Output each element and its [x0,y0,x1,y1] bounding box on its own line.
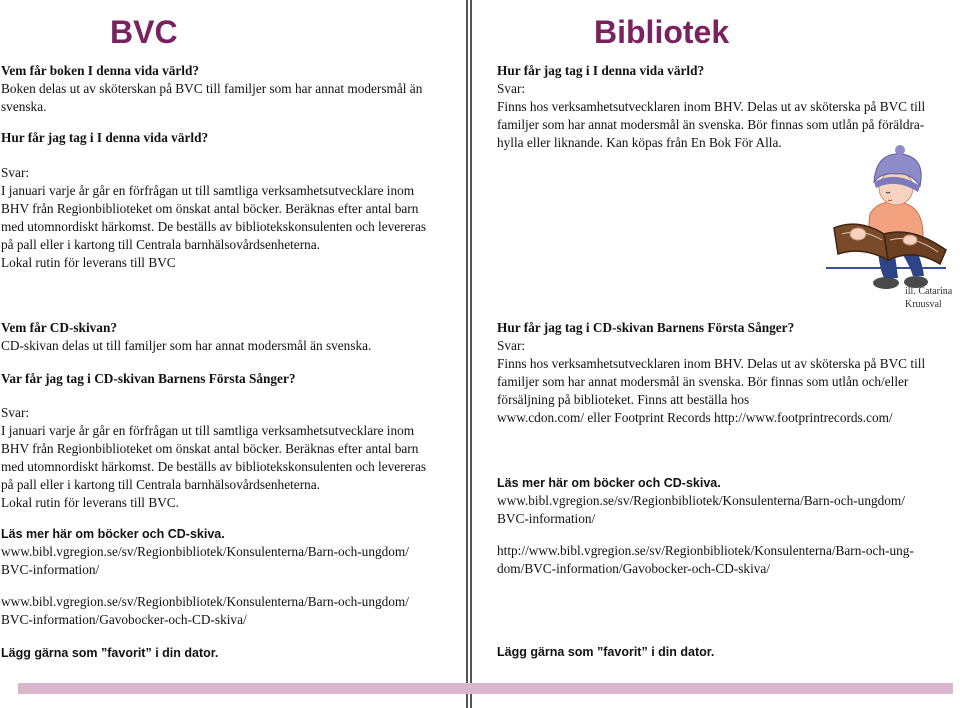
bvc-question-2: Hur får jag tag i I denna vida värld? [1,130,209,145]
column-divider-right [470,0,472,708]
bib-favorite-note: Lägg gärna som ”favorit” i din dator. [497,645,715,659]
bvc-answer-4-line: med utomnordiskt härkomst. De beställs av bibliotekskonsulenten och levereras [1,459,427,474]
bib-answer-2-line: www.cdon.com/ eller Footprint Records http://www.footprintrecords.com/ [497,410,893,425]
bib-link-2[interactable]: dom/BVC-information/Gavobocker-och-CD-skiva/ [497,561,771,576]
column-divider-left [466,0,468,708]
mouth-shape [888,200,892,201]
bvc-answer-label: Svar: [1,165,30,180]
bvc-question-4: Var får jag tag i CD-skivan Barnens Första Sånger? [1,371,296,386]
bib-more-heading: Läs mer här om böcker och CD-skiva. [497,476,721,490]
bvc-answer-2-line: Lokal rutin för leverans till BVC [1,255,176,270]
bvc-answer-4-line: på pall eller i kartong till Centrala barnhälsovårdsenheterna. [1,477,321,492]
boot-icon [873,277,899,289]
bvc-link-2[interactable]: www.bibl.vgregion.se/sv/Regionbibliotek/Konsulenterna/Barn-och-ungdom/ [1,594,409,609]
bib-answer-1-line: hylla eller liknande. Kan köpas från En Bok För Alla. [497,135,782,150]
bib-answer-1-line: Finns hos verksamhetsutvecklaren inom BHV. Delas ut av sköterska på BVC till [497,99,926,114]
bvc-question-1: Vem får boken I denna vida värld? [1,63,200,78]
bvc-answer-2-line: på pall eller i kartong till Centrala barnhälsovårdsenheterna. [1,237,321,252]
bib-answer-label: Svar: [497,81,526,96]
hand-shape [850,228,866,240]
bvc-answer-2-line: I januari varje år går en förfrågan ut till samtliga verksamhetsutvecklare inom [1,183,415,198]
bvc-link-1[interactable]: www.bibl.vgregion.se/sv/Regionbibliotek/Konsulenterna/Barn-och-ungdom/ [1,544,409,559]
bib-answer-2-line: försäljning på biblioteket. Finns att beställa hos [497,392,750,407]
bib-answer-label-2: Svar: [497,338,526,353]
bib-question-2: Hur får jag tag i CD-skivan Barnens Första Sånger? [497,320,795,335]
bvc-answer-2-line: med utomnordiskt härkomst. De beställs av bibliotekskonsulenten och levereras [1,219,427,234]
bvc-question-3: Vem får CD-skivan? [1,320,117,335]
bib-link-1[interactable]: BVC-information/ [497,511,596,526]
bibliotek-heading: Bibliotek [594,14,730,50]
bvc-answer-4-line: I januari varje år går en förfrågan ut till samtliga verksamhetsutvecklare inom [1,423,415,438]
face-shape [879,171,913,205]
bvc-favorite-note: Lägg gärna som ”favorit” i din dator. [1,646,219,660]
bvc-answer-4-line: Lokal rutin för leverans till BVC. [1,495,179,510]
bvc-answer-3: CD-skivan delas ut till familjer som har annat modersmål än svenska. [1,338,372,353]
illustration-caption: ill. Catarina Kruusval [905,286,953,310]
bvc-link-1[interactable]: BVC-information/ [1,562,100,577]
bib-link-1[interactable]: www.bibl.vgregion.se/sv/Regionbibliotek/Konsulenterna/Barn-och-ungdom/ [497,493,905,508]
bib-answer-1-line: familjer som har annat modersmål än svenska. Bör finnas som utlån på föräldra- [497,117,925,132]
bvc-answer-4-line: BHV från Regionbiblioteket om önskat antal böcker. Beräknas efter antal barn [1,441,419,456]
hand-shape [903,235,917,245]
bib-answer-2-line: familjer som har annat modersmål än svenska. Bör finnas som utlån och/eller [497,374,909,389]
child-reading-illustration [818,142,952,292]
bvc-link-2[interactable]: BVC-information/Gavobocker-och-CD-skiva/ [1,612,247,627]
bottom-decorative-band [18,683,953,694]
bib-question-1: Hur får jag tag i I denna vida värld? [497,63,705,78]
bvc-more-heading: Läs mer här om böcker och CD-skiva. [1,527,225,541]
bvc-answer-2-line: BHV från Regionbiblioteket om önskat antal böcker. Beräknas efter antal barn [1,201,419,216]
bvc-answer-1: Boken delas ut av sköterskan på BVC till familjer som har annat modersmål än svenska. [1,81,423,114]
bvc-heading: BVC [110,14,178,50]
bib-link-2[interactable]: http://www.bibl.vgregion.se/sv/Regionbibliotek/Konsulenterna/Barn-och-ung- [497,543,914,558]
bvc-answer-label-2: Svar: [1,405,30,420]
hat-pompom-shape [895,145,905,155]
bib-answer-2-line: Finns hos verksamhetsutvecklaren inom BHV. Delas ut av sköterska på BVC till [497,356,926,371]
